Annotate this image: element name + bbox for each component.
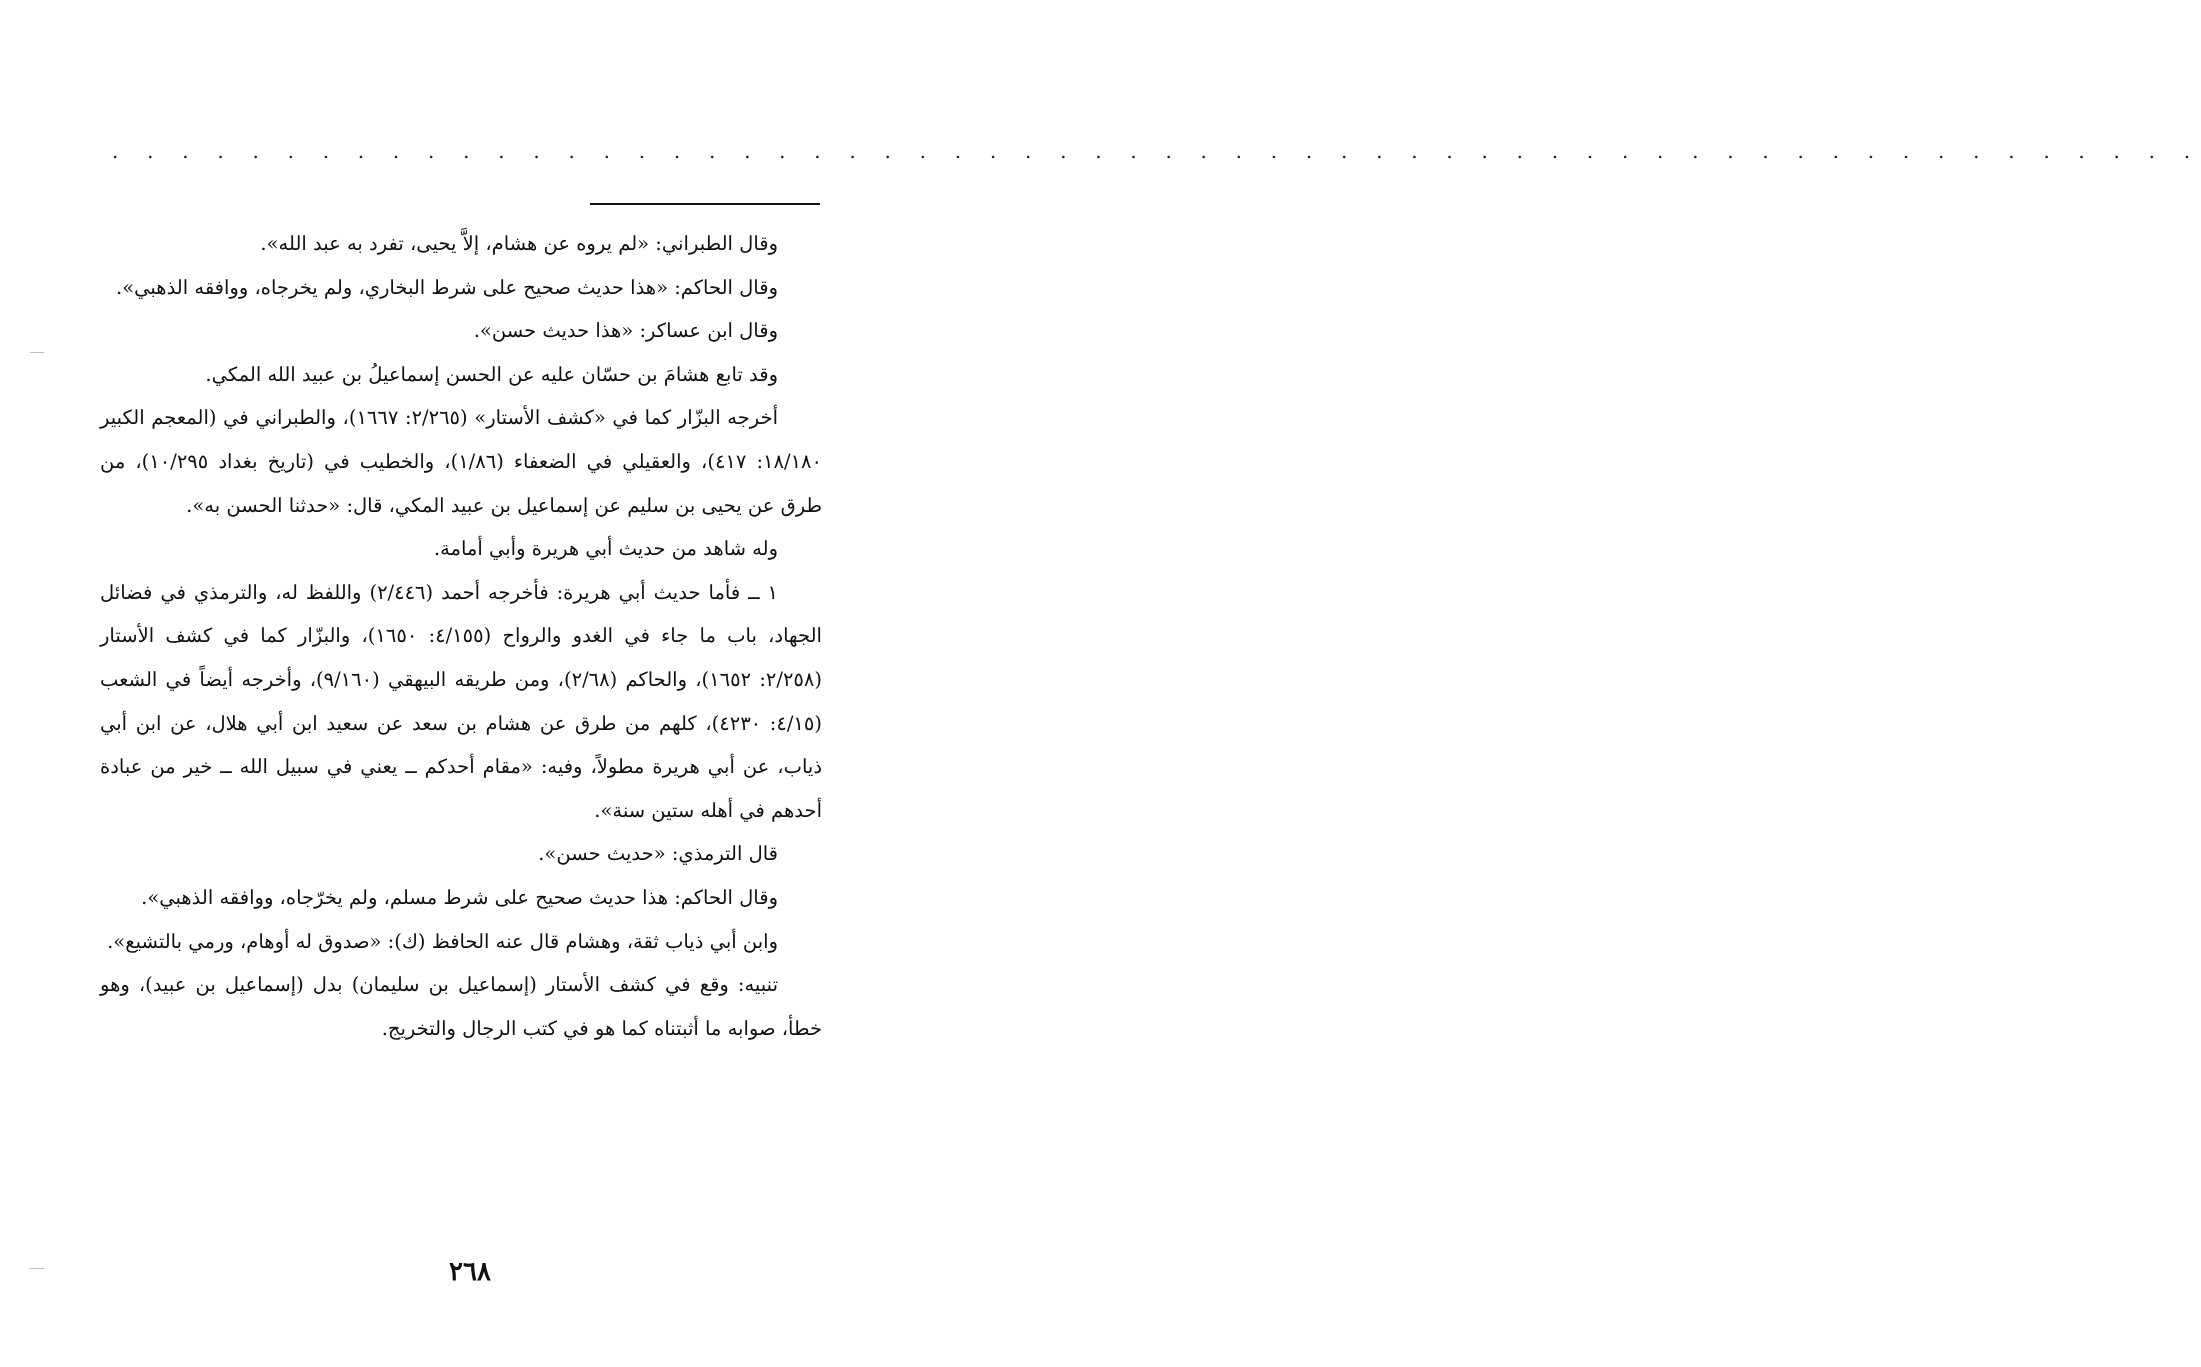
body-text: [100, 222, 822, 1050]
paragraph: وقال الحاكم: «هذا حديث صحيح على شرط البخاري، ولم يخرجاه، ووافقه الذهبي».: [116, 275, 778, 299]
paragraph: وقال الحاكم: هذا حديث صحيح على شرط مسلم، ولم يخرّجاه، ووافقه الذهبي».: [141, 885, 778, 909]
paragraph: وقد تابع هشامَ بن حسّان عليه عن الحسن إسماعيلُ بن عبيد الله المكي.: [205, 362, 778, 386]
scan-margin-mark: [30, 352, 44, 353]
paragraph: قال الترمذي: «حديث حسن».: [538, 842, 778, 866]
paragraph: وقال ابن عساكر: «هذا حديث حسن».: [473, 319, 778, 343]
dotted-separator: . . . . . . . . . . . . . . . . . . . . . . . . . . . . . . . . . . . . . . . . . . . . . . . . . . . . . . . . . . . .: [112, 139, 2201, 163]
page-number: ٢٦٨: [449, 1257, 491, 1287]
paragraph: وابن أبي ذياب ثقة، وهشام قال عنه الحافظ (ك): «صدوق له أوهام، ورمي بالتشيع».: [107, 929, 778, 953]
scan-margin-mark: [30, 1268, 44, 1269]
paragraph: وقال الطبراني: «لم يروه عن هشام، إلاَّ يحيى، تفرد به عبد الله».: [260, 232, 778, 255]
paragraph: تنبيه: وقع في كشف الأستار (إسماعيل بن سليمان) بدل (إسماعيل بن عبيد)، وهو خطأ، صوابه ما أثبتناه كما هو في كتب الرجال والتخريج.: [100, 973, 822, 1040]
paragraph: أخرجه البزّار كما في «كشف الأستار» (٢/٢٦٥: ١٦٦٧)، والطبراني في (المعجم الكبير ١٨/١٨٠: ٤١٧)، والعقيلي في الضعفاء (١/٨٦)، والخطيب في (تاريخ بغداد ١٠/٢٩٥)، من طرق عن يحيى بن سليم عن إسماعيل بن عبيد المكي، قال: «حدثنا الحسن به».: [100, 406, 822, 517]
paragraph: وله شاهد من حديث أبي هريرة وأبي أمامة.: [433, 537, 778, 561]
footnote-rule: [590, 203, 820, 205]
paragraph: ١ ــ فأما حديث أبي هريرة: فأخرجه أحمد (٢/٤٤٦) واللفظ له، والترمذي في فضائل الجهاد، باب ما جاء في الغدو والرواح (٤/١٥٥: ١٦٥٠)، والبزّار كما في كشف الأستار (٢/٢٥٨: ١٦٥٢)، والحاكم (٢/٦٨)، ومن طريقه البيهقي (٩/١٦٠)، وأخرجه أيضاً في الشعب (٤/١٥: ٤٢٣٠)، كلهم من طرق عن هشام بن سعد عن سعيد ابن أبي هلال، عن ابن أبي ذياب، عن أبي هريرة مطولاً، وفيه: «مقام أحدكم ــ يعني في سبيل الله ــ خير من عبادة أحدهم في أهله ستين سنة».: [100, 580, 822, 822]
